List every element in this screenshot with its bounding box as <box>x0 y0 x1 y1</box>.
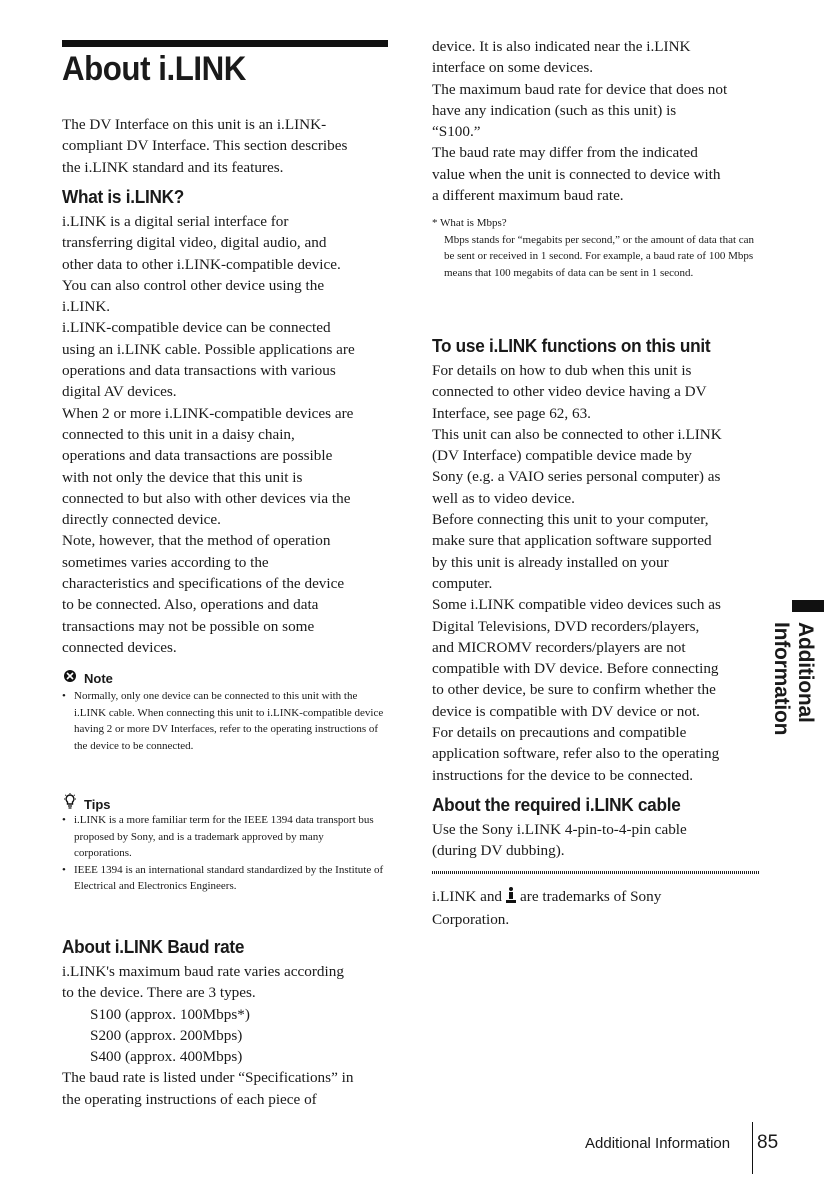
text-line: sometimes varies according to the <box>62 553 269 571</box>
rate-item: S200 (approx. 200Mbps) <box>90 1026 243 1044</box>
rate-item: S400 (approx. 400Mbps) <box>90 1048 243 1066</box>
text-line: have any indication (such as this unit) is <box>432 101 677 119</box>
text-line: You can also control other device using the <box>62 276 325 294</box>
text-line: The DV Interface on this unit is an i.LINK- <box>62 116 327 133</box>
lightbulb-icon <box>62 793 78 812</box>
text-line: For details on precautions and compatible <box>432 724 687 742</box>
text-line: other data to other i.LINK-compatible device. <box>62 255 341 273</box>
footer-divider <box>752 1122 753 1174</box>
section-tab-marker <box>792 600 824 612</box>
footnote-body: Mbps stands for “megabits per second,” or the amount of data that can be sent or received in 1 second. For example, a baud rate of 100 Mbps means that 100 megabits of data can be sent in 1 second. <box>444 233 755 279</box>
text-line: transferring digital video, digital audio, and <box>62 234 327 252</box>
tips-list <box>62 812 384 895</box>
text-line: connected to but also with other devices via the <box>62 489 351 507</box>
text-line: connected to this unit in a daisy chain, <box>62 425 295 443</box>
tips-heading-label: Tips <box>84 797 111 812</box>
note-list <box>62 688 384 754</box>
text-line: device. It is also indicated near the i.LINK <box>432 38 691 55</box>
text-line: using an i.LINK cable. Possible applications are <box>62 340 355 358</box>
note-icon <box>62 669 78 686</box>
text-line: operations and data transactions with various <box>62 362 336 380</box>
text-line: i.LINK is a digital serial interface for <box>62 213 289 230</box>
what-is-ilink-body <box>62 211 392 658</box>
text-line: compatible with DV device. Before connecting <box>432 660 719 678</box>
heading-required-cable: About the required i.LINK cable <box>432 794 681 815</box>
heading-baud-rate: About i.LINK Baud rate <box>62 936 245 957</box>
text-line: The baud rate may differ from the indicated <box>432 144 698 162</box>
text-line: For details on how to dub when this unit is <box>432 362 692 379</box>
use-ilink-body <box>432 360 777 786</box>
ilink-logo-icon <box>506 887 516 909</box>
note-heading-label: Note <box>84 671 113 686</box>
text-line: characteristics and specifications of the device <box>62 575 345 593</box>
baud-rate-continued <box>432 36 772 206</box>
note-heading <box>62 669 113 686</box>
trademark-line <box>432 886 762 909</box>
trademark-line: Corporation. <box>432 911 510 929</box>
text-line: by this unit is already installed on your <box>432 553 669 571</box>
text-line: a different maximum baud rate. <box>432 187 624 205</box>
text-line: to the device. There are 3 types. <box>62 984 256 1002</box>
text-line: to be connected. Also, operations and data <box>62 596 319 614</box>
text-line: application software, refer also to the operating <box>432 745 720 763</box>
trademark-notice <box>432 886 762 931</box>
text-line: instructions for the device to be connected. <box>432 766 694 784</box>
footnote-title: * What is Mbps? <box>432 217 507 229</box>
page-number: 85 <box>757 1132 779 1153</box>
text-line: The baud rate is listed under “Specifications” in <box>62 1069 354 1087</box>
text-line: well as to video device. <box>432 489 575 507</box>
text-line: Interface, see page 62, 63. <box>432 404 591 422</box>
text-line: connected devices. <box>62 638 177 656</box>
dotted-divider <box>432 871 759 874</box>
trademark-text-after: are trademarks of Sony <box>520 888 662 905</box>
text-line: to other device, be sure to confirm whether the <box>432 681 716 699</box>
tip-item: • IEEE 1394 is an international standard standardized by the Institute of Electrical and Electronics Engineers. <box>62 862 384 895</box>
text-line: Note, however, that the method of operation <box>62 532 331 550</box>
text-line: (DV Interface) compatible device made by <box>432 447 692 465</box>
tip-item: • i.LINK is a more familiar term for the IEEE 1394 data transport bus proposed by Sony, and is a trademark approved by many corporations. <box>62 812 384 862</box>
text-line: digital AV devices. <box>62 383 177 401</box>
title-rule <box>62 40 388 47</box>
text-line: “S100.” <box>432 123 481 141</box>
text-line: Digital Televisions, DVD recorders/players, <box>432 617 700 635</box>
text-line: Use the Sony i.LINK 4-pin-to-4-pin cable <box>432 821 687 838</box>
text-line: and MICROMV recorders/players are not <box>432 638 686 656</box>
text-line: i.LINK. <box>62 298 111 316</box>
text-line: Before connecting this unit to your computer, <box>432 511 709 529</box>
text-line: Some i.LINK compatible video devices such as <box>432 596 721 614</box>
heading-what-is-ilink: What is i.LINK? <box>62 186 184 207</box>
rate-item: S100 (approx. 100Mbps*) <box>90 1005 250 1023</box>
text-line: operations and data transactions are possible <box>62 447 333 465</box>
text-line: Sony (e.g. a VAIO series personal computer) as <box>432 468 721 486</box>
text-line: transactions may not be possible on some <box>62 617 315 635</box>
text-line: The maximum baud rate for device that does not <box>432 80 728 98</box>
text-line: connected to other video device having a DV <box>432 383 707 401</box>
text-line: i.LINK-compatible device can be connected <box>62 319 331 337</box>
text-line: (during DV dubbing). <box>432 842 565 860</box>
page-title: About i.LINK <box>62 50 246 88</box>
mbps-footnote <box>432 215 762 281</box>
tips-heading <box>62 793 111 812</box>
text-line: the i.LINK standard and its features. <box>62 158 284 176</box>
trademark-text-before: i.LINK and <box>432 888 503 905</box>
text-line: This unit can also be connected to other i.LINK <box>432 425 722 443</box>
text-line: computer. <box>432 574 493 592</box>
text-line: value when the unit is connected to device with <box>432 165 721 183</box>
heading-use-ilink: To use i.LINK functions on this unit <box>432 335 711 356</box>
required-cable-body <box>432 819 762 862</box>
intro-paragraph <box>62 114 392 178</box>
text-line: directly connected device. <box>62 511 221 529</box>
footer-section-name: Additional Information <box>585 1135 731 1152</box>
text-line: interface on some devices. <box>432 59 594 77</box>
side-section-label: Additional Information <box>770 622 817 736</box>
baud-rate-body <box>62 961 392 1110</box>
text-line: the operating instructions of each piece of <box>62 1090 317 1108</box>
text-line: device is compatible with DV device or not. <box>432 702 700 720</box>
text-line: compliant DV Interface. This section describes <box>62 137 348 155</box>
text-line: with not only the device that this unit is <box>62 468 303 486</box>
text-line: make sure that application software supported <box>432 532 712 550</box>
note-item: • Normally, only one device can be connected to this unit with the i.LINK cable. When connecting this unit to i.LINK-compatible device having 2 or more DV Interfaces, refer to the operating instructions of the device to be connected. <box>62 688 384 754</box>
text-line: When 2 or more i.LINK-compatible devices are <box>62 404 354 422</box>
text-line: i.LINK's maximum baud rate varies according <box>62 963 344 980</box>
